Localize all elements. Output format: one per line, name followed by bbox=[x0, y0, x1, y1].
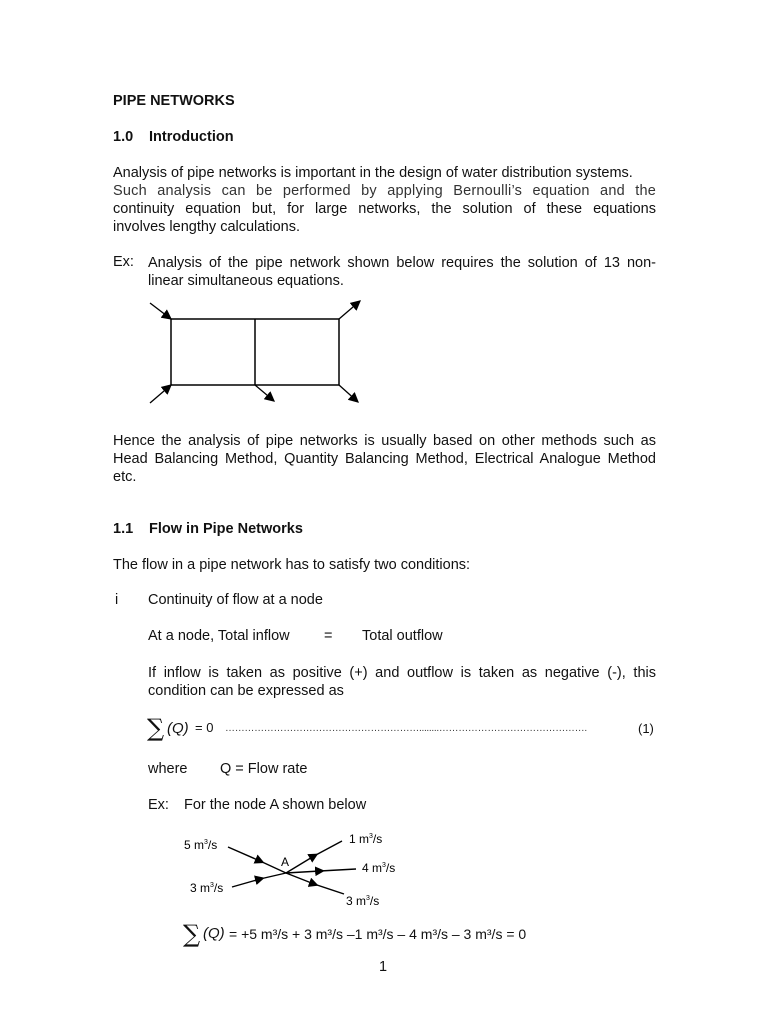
equation-1-leader-dots: ……………………………………………………........………………………………………. bbox=[225, 723, 587, 734]
outflow-pipe-3-out bbox=[286, 873, 344, 894]
sigma-symbol: ∑ bbox=[147, 714, 165, 742]
equation-2 bbox=[183, 920, 603, 950]
inflow-label-5: 5 $m^3/s$ bbox=[184, 838, 218, 852]
flow-intro: The flow in a pipe network has to satisfy two conditions: bbox=[113, 557, 471, 573]
pipe-network-diagram bbox=[140, 295, 370, 410]
hence-paragraph bbox=[113, 432, 656, 486]
outflow-pipe-4 bbox=[286, 869, 356, 873]
section-1-title: Introduction bbox=[149, 129, 234, 145]
equation-1-number: (1) bbox=[638, 721, 654, 736]
inflow-pipe-3 bbox=[232, 873, 286, 887]
inflow-pipe-5 bbox=[228, 847, 286, 873]
example-1-line: Analysis of the pipe network shown below requires the solution of 13 non- bbox=[148, 255, 656, 271]
equation-1 bbox=[147, 714, 657, 744]
intro-line: involves lengthy calculations. bbox=[113, 219, 300, 235]
page-number: 1 bbox=[379, 959, 388, 975]
inflow-arrow-top-left bbox=[150, 303, 171, 319]
outflow-label-4: 4 $m^3/s$ bbox=[362, 861, 396, 875]
section-1-number: 1.0 bbox=[113, 129, 134, 145]
outflow-label-1: 1 $m^3/s$ bbox=[349, 832, 383, 846]
sign-convention-text bbox=[148, 664, 656, 700]
example-2-label: Ex: bbox=[148, 797, 169, 813]
equation-2-variable: (Q) bbox=[203, 925, 225, 942]
equation-1-rhs: = 0 bbox=[195, 720, 214, 735]
equation-2-rhs: = +5 m³/s + 3 m³/s –1 m³/s – 4 m³/s – 3 m³/s = 0 bbox=[229, 926, 527, 942]
example-2-text: For the node A shown below bbox=[184, 797, 367, 813]
intro-line: Analysis of pipe networks is important in the design of water distribution systems. bbox=[113, 165, 633, 181]
node-a-diagram bbox=[170, 825, 430, 915]
hence-line: etc. bbox=[113, 469, 137, 485]
where-label: where bbox=[148, 761, 188, 777]
inflow-arrow-bottom-left bbox=[150, 385, 171, 403]
outflow-arrow-top-right bbox=[339, 301, 360, 319]
sign-convention-line: If inflow is taken as positive (+) and outflow is taken as negative (-), this bbox=[148, 665, 656, 681]
equation-1-variable: (Q) bbox=[167, 720, 189, 737]
intro-line: continuity equation but, for large networks, the solution of these equations bbox=[113, 201, 656, 217]
intro-paragraph bbox=[113, 164, 656, 236]
outflow-arrow-bottom-middle bbox=[255, 385, 274, 401]
outflow-pipe-1 bbox=[286, 841, 342, 873]
doc-title: PIPE NETWORKS bbox=[113, 93, 235, 109]
example-1-label: Ex: bbox=[113, 254, 134, 270]
sigma-symbol: ∑ bbox=[183, 920, 201, 948]
outflow-arrow-bottom-right bbox=[339, 385, 358, 402]
example-1-line: linear simultaneous equations. bbox=[148, 273, 344, 289]
hence-line: Head Balancing Method, Quantity Balancing Method, Electrical Analogue Method bbox=[113, 451, 656, 467]
outflow-label-3: 3 $m^3/s$ bbox=[346, 894, 380, 908]
section-2-number: 1.1 bbox=[113, 521, 134, 537]
intro-line: Such analysis can be performed by applying Bernoulli’s equation and the bbox=[113, 183, 656, 199]
condition-title: Continuity of flow at a node bbox=[148, 592, 323, 608]
example-1-text bbox=[148, 254, 656, 290]
node-a-label: A bbox=[281, 855, 290, 869]
inflow-label-3: 3 $m^3/s$ bbox=[190, 881, 224, 895]
section-2-title: Flow in Pipe Networks bbox=[149, 521, 303, 537]
node-condition-equals: = bbox=[324, 628, 333, 644]
condition-number: i bbox=[115, 592, 119, 608]
node-condition-lhs: At a node, Total inflow bbox=[148, 628, 290, 644]
hence-line: Hence the analysis of pipe networks is usually based on other methods such as bbox=[113, 433, 656, 449]
sign-convention-line: condition can be expressed as bbox=[148, 683, 344, 699]
where-definition: Q = Flow rate bbox=[220, 761, 308, 777]
node-condition-rhs: Total outflow bbox=[362, 628, 443, 644]
